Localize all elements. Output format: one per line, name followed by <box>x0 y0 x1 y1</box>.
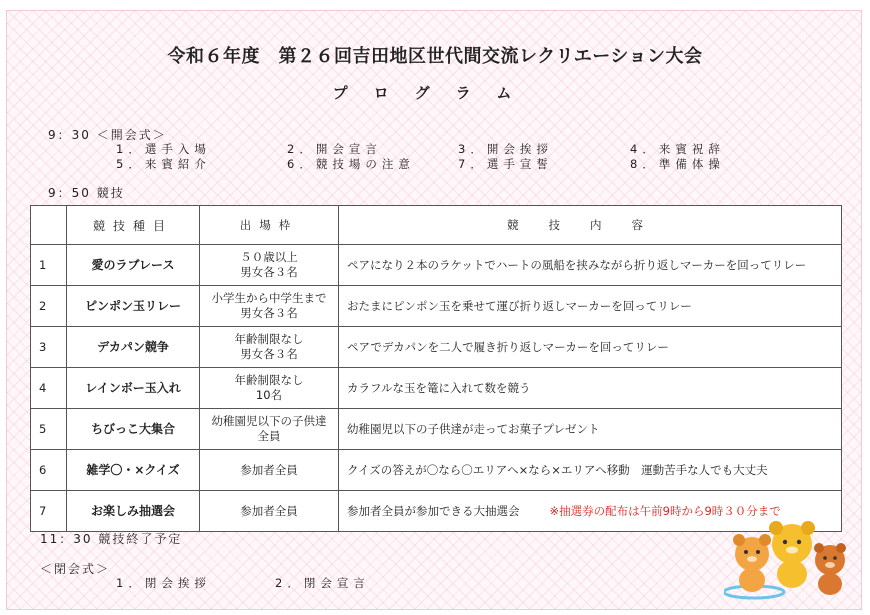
row-number: 5 <box>31 409 67 450</box>
table-row <box>31 327 842 368</box>
row-number: 3 <box>31 327 67 368</box>
mascot-left <box>733 534 771 592</box>
content-text: 参加者全員が参加できる大抽選会 <box>347 503 520 518</box>
opening-item: 1．選手入場 <box>116 142 211 156</box>
content-text: ペアになり２本のラケットでハートの風船を挟みながら折り返しマーカーを回ってリレー <box>347 257 807 272</box>
header-number <box>31 206 67 245</box>
event-name: 雑学〇・×クイズ <box>67 450 200 491</box>
closing-item: 1．閉会挨拶 <box>116 576 211 590</box>
capacity-line: 参加者全員 <box>240 503 298 518</box>
opening-item: 7．選手宣誓 <box>458 157 553 171</box>
row-number: 4 <box>31 368 67 409</box>
opening-item: 5．来賓紹介 <box>116 157 211 171</box>
row-number: 2 <box>31 286 67 327</box>
event-capacity <box>200 368 339 409</box>
page-subtitle: プログラム <box>332 84 538 102</box>
table-row <box>31 245 842 286</box>
table-row <box>31 491 842 532</box>
event-content <box>339 327 842 368</box>
content-text: カラフルな玉を篭に入れて数を競う <box>347 380 531 395</box>
content-text: 幼稚園児以下の子供達が走ってお菓子プレゼント <box>347 421 600 436</box>
event-capacity <box>200 491 339 532</box>
event-content <box>339 286 842 327</box>
event-name: お楽しみ抽選会 <box>67 491 200 532</box>
opening-item: 3．開会挨拶 <box>458 142 553 156</box>
capacity-line: 10名 <box>255 388 283 402</box>
event-capacity <box>200 286 339 327</box>
opening-item: 8．準備体操 <box>630 157 725 171</box>
event-content <box>339 245 842 286</box>
mascot-illustration <box>724 520 854 600</box>
row-number: 7 <box>31 491 67 532</box>
page-title: 令和６年度 第２６回吉田地区世代間交流レクリエーション大会 <box>167 46 703 67</box>
table-header-row <box>31 206 842 245</box>
event-content <box>339 450 842 491</box>
mascot-right <box>814 543 846 595</box>
row-number: 1 <box>31 245 67 286</box>
program-table <box>30 205 842 532</box>
capacity-line: 全員 <box>257 429 281 443</box>
capacity-line: 男女各３名 <box>240 306 298 320</box>
capacity-line: ５０歳以上 <box>240 250 298 264</box>
header-capacity: 出場枠 <box>200 206 339 245</box>
opening-time: 9：30 ＜開会式＞ <box>48 128 167 142</box>
opening-item: 4．来賓祝辞 <box>630 142 725 156</box>
event-content <box>339 368 842 409</box>
mascot-center <box>769 521 815 588</box>
event-capacity <box>200 409 339 450</box>
event-capacity <box>200 245 339 286</box>
content-text: おたまにピンポン玉を乗せて運び折り返しマーカーを回ってリレー <box>347 298 692 313</box>
event-name: レインボー玉入れ <box>67 368 200 409</box>
table-row <box>31 450 842 491</box>
closing-item: 2．閉会宣言 <box>275 576 370 590</box>
opening-item: 6．競技場の注意 <box>287 157 415 171</box>
closing-label: ＜閉会式＞ <box>40 562 111 576</box>
capacity-line: 男女各３名 <box>240 347 298 361</box>
opening-item: 2．開会宣言 <box>287 142 382 156</box>
event-name: ピンポン玉リレー <box>67 286 200 327</box>
event-capacity <box>200 327 339 368</box>
event-capacity <box>200 450 339 491</box>
event-content <box>339 409 842 450</box>
capacity-line: 参加者全員 <box>240 462 298 477</box>
table-row <box>31 409 842 450</box>
event-name: デカパン競争 <box>67 327 200 368</box>
header-event: 競技種目 <box>67 206 200 245</box>
capacity-line: 男女各３名 <box>240 265 298 279</box>
table-row <box>31 286 842 327</box>
competition-time: 9：50 競技 <box>48 186 125 200</box>
lottery-note: ※抽選券の配布は午前9時から9時３０分まで <box>549 503 781 518</box>
header-content: 競技内容 <box>339 206 842 245</box>
capacity-line: 年齢制限なし <box>234 332 304 346</box>
end-time: 11：30 競技終了予定 <box>40 532 183 546</box>
event-name: 愛のラブレース <box>67 245 200 286</box>
table-row <box>31 368 842 409</box>
capacity-line: 幼稚園児以下の子供達 <box>211 414 327 428</box>
capacity-line: 年齢制限なし <box>234 373 304 387</box>
content-text: ペアでデカパンを二人で履き折り返しマーカーを回ってリレー <box>347 339 669 354</box>
row-number: 6 <box>31 450 67 491</box>
event-name: ちびっこ大集合 <box>67 409 200 450</box>
capacity-line: 小学生から中学生まで <box>211 291 327 305</box>
content-text: クイズの答えが〇なら〇エリアへ×なら×エリアへ移動 運動苦手な人でも大丈夫 <box>347 462 768 477</box>
